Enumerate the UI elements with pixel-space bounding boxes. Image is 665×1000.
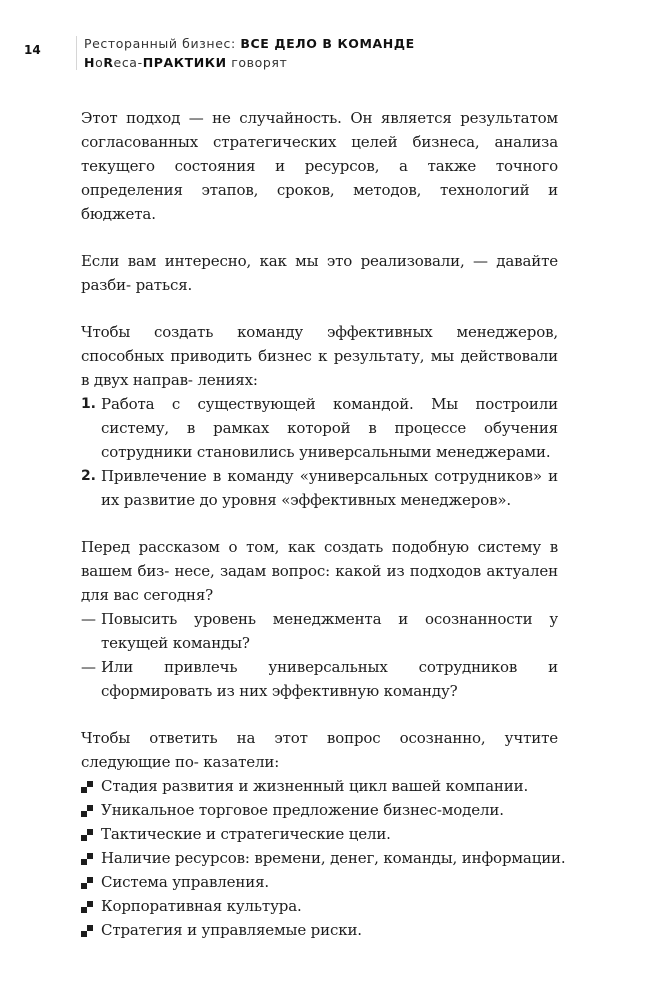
dash-list-item [81,655,558,703]
header-divider [76,36,77,70]
series-logo-r: R [103,55,114,70]
book-title-prefix: Ресторанный бизнес: [84,36,241,51]
running-title [84,34,415,72]
list-item-text: Работа с существующей командой. Мы построили систему, в рамках которой в процессе обучения сотрудники становились [101,395,558,461]
series-logo-h: H [84,55,96,70]
list-item-last-line: развитие до уровня «эффективных менеджеров». [123,491,512,509]
numbered-list-item [81,464,558,512]
bullet-text: Наличие ресурсов: времени, денег, команды, информации. [101,849,566,867]
checker-bullet-icon [81,829,93,841]
numbered-list-item [81,392,558,464]
bullet-list [81,774,566,942]
dash-list [81,607,558,703]
paragraph-text: Перед рассказом о том, как создать подобную систему в вашем биз- [81,538,558,580]
dash-list-item [81,607,558,655]
bullet-text: Тактические и стратегические цели. [101,825,391,843]
paragraph-last-line: лениях: [197,371,258,389]
checker-bullet-icon [81,877,93,889]
list-item-last-line: универсальными менеджерами. [299,443,551,461]
paragraph-last-line: технологий и бюджета. [81,181,559,223]
bullet-list-item [81,870,558,894]
page-body [81,106,566,942]
paragraph-text: Чтобы создать команду эффективных менеджеров, способных приводить бизнес к результату, мы действовали в двух направ- [81,323,558,389]
list-number: 2. [81,468,96,484]
series-line [84,53,415,72]
paragraph [81,106,558,226]
book-title-line [84,34,415,53]
series-logo-o: o [95,55,104,70]
bullet-text: Стратегия и управляемые риски. [101,921,362,939]
book-title: ВСЕ ДЕЛО В КОМАНДЕ [240,36,415,51]
page-number: 14 [24,43,41,57]
bullet-list-item [81,822,558,846]
bullet-list-item [81,846,566,870]
bullet-list-item [81,894,558,918]
bullet-text: Уникальное торговое предложение бизнес-модели. [101,801,504,819]
paragraph-text: Чтобы ответить на этот вопрос осознанно, учтите следующие по- [81,729,558,771]
paragraph-text: Если вам интересно, как мы это реализовали, — давайте разби- [81,252,558,294]
list-item-last-line: из них эффективную команду? [216,682,458,700]
list-item-text: Или привлечь универсальных сотрудников и сформировать [101,658,558,700]
series-title: ПРАКТИКИ [142,55,227,70]
bullet-list-item [81,918,558,942]
bullet-list-item [81,774,558,798]
dash-marker: — [81,610,96,628]
list-number: 1. [81,396,96,412]
paragraph [81,320,558,392]
bullet-text: Стадия развития и жизненный цикл вашей компании. [101,777,529,795]
paragraph-last-line: раться. [135,276,193,294]
paragraph [81,249,558,297]
dash-marker: — [81,658,96,676]
bullet-text: Система управления. [101,873,270,891]
bullet-list-item [81,798,558,822]
series-suffix: говорят [226,55,288,70]
paragraph [81,726,558,774]
checker-bullet-icon [81,925,93,937]
paragraph [81,535,558,607]
list-item-text: Повысить уровень менеджмента и осознанности у текущей [101,610,558,652]
checker-bullet-icon [81,781,93,793]
numbered-list [81,392,558,512]
list-item-last-line: команды? [172,634,250,652]
checker-bullet-icon [81,853,93,865]
checker-bullet-icon [81,805,93,817]
checker-bullet-icon [81,901,93,913]
series-logo-eca: eca- [113,55,143,70]
bullet-text: Корпоративная культура. [101,897,302,915]
paragraph-text: Этот подход — не случайность. Он является результатом согласованных стратегических целей бизнеса, анализа текущего состояния и ресурсов, а также точного определения этапов, сроков, методов, [81,109,558,199]
paragraph-last-line: несе, задам вопрос: какой из подходов актуален для вас сегодня? [81,562,558,604]
page-header [0,34,665,74]
paragraph-last-line: казатели: [203,753,280,771]
list-item-text: Привлечение в команду «универсальных сотрудников» и их [101,467,558,509]
